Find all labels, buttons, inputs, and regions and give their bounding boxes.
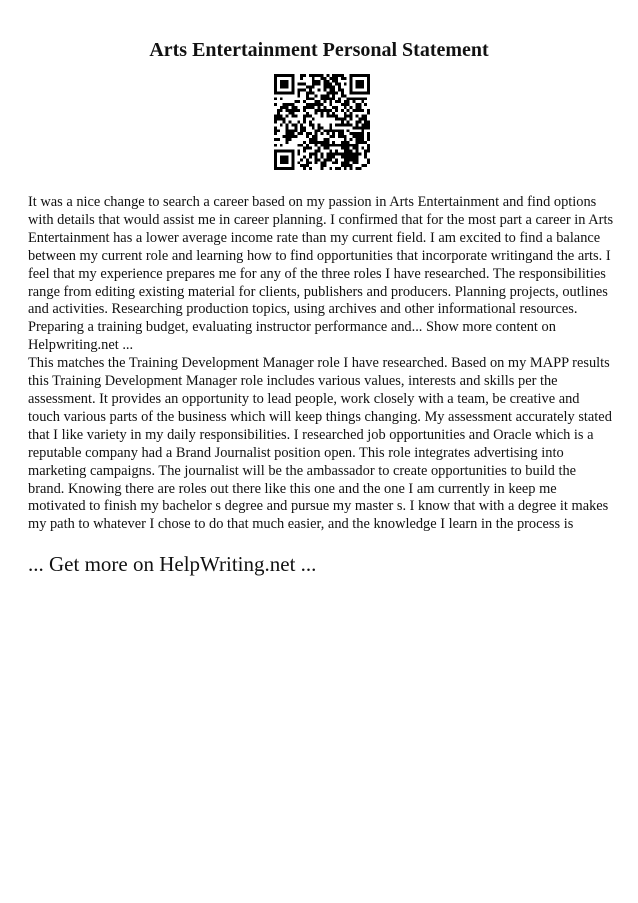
- qr-code-icon: [274, 74, 370, 170]
- paragraph-1: It was a nice change to search a career based on my passion in Arts Entertainment and find options with details that would assist me in career planning. I confirmed that for the most part a career in Arts Entertainment has a lower average income rate than my current field. I am excited to find a balance between my current role and learning how to find opportunities that incorporate writingand the arts. I feel that my experience prepares me for any of the three roles I have researched. The responsibilities range from editing existing material for clients, publishers and producers. Planning projects, outlines and activities. Researching production topics, using archives and other informational resources. Preparing a training budget, evaluating instructor performance and... Show more content on Helpwriting.net ...: [28, 194, 614, 354]
- statement-body: [28, 194, 614, 534]
- get-more-link[interactable]: ... Get more on HelpWriting.net ...: [28, 552, 317, 576]
- page-title: Arts Entertainment Personal Statement: [149, 39, 489, 61]
- paragraph-2: This matches the Training Development Manager role I have researched. Based on my MAPP results this Training Development Manager role includes various values, interests and skills per the assessment. It provides an opportunity to lead people, work closely with a team, be creative and touch various parts of the business which will keep things changing. My assessment accurately stated that I like variety in my daily responsibilities. I researched job opportunities and Oracle which is a reputable company had a Brand Journalist position open. This role integrates advertising into marketing campaigns. The journalist will be the ambassador to create opportunities to build the brand. Knowing there are roles out there like this one and the one I am currently in keep me motivated to finish my bachelor s degree and pursue my master s. I know that with a degree it makes my path to whatever I chose to do that much easier, and the knowledge I learn in the process is: [28, 355, 612, 533]
